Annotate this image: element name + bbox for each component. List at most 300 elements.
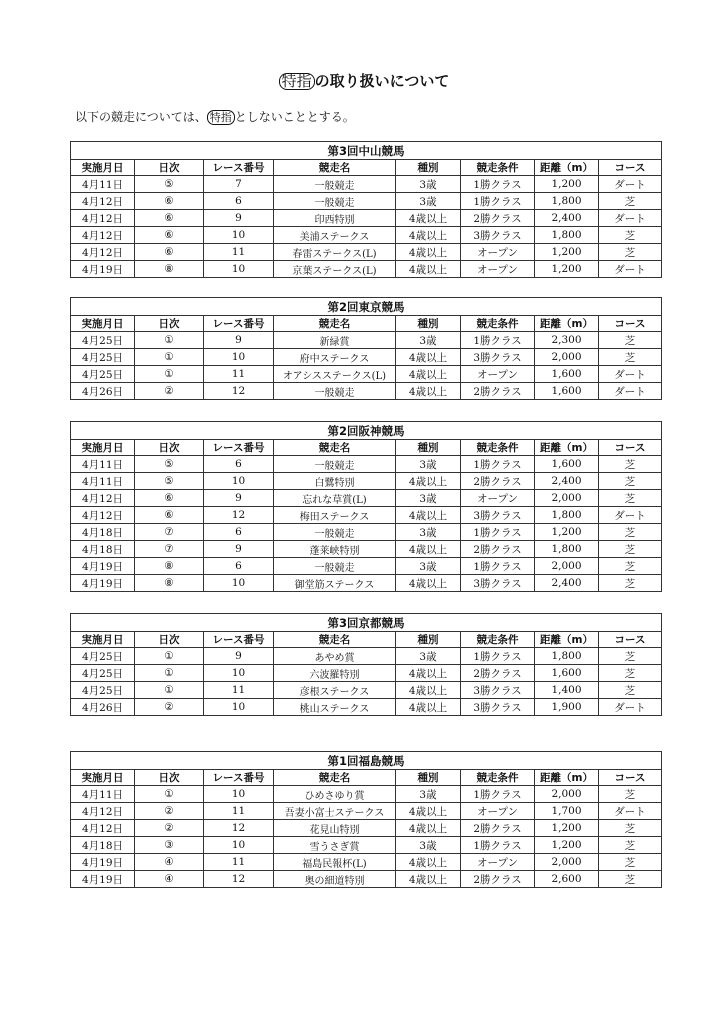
condition-cell: 2勝クラス [461,210,535,227]
race-number-cell: 6 [204,456,274,473]
distance-cell: 1,200 [535,524,599,541]
column-header: 競走条件 [461,632,535,648]
course-cell: 芝 [599,665,662,682]
race-number-cell: 11 [204,244,274,261]
date-cell: 4月12日 [71,803,135,820]
category-cell: 4歳以上 [396,699,461,716]
category-cell: 3歳 [396,456,461,473]
column-header: 日次 [135,632,204,648]
category-cell: 4歳以上 [396,366,461,383]
table-row [71,176,662,193]
column-header: 日次 [135,316,204,332]
race-name-cell: 新緑賞 [274,332,396,349]
category-cell: 4歳以上 [396,261,461,278]
category-cell: 3歳 [396,648,461,665]
race-name-cell: 一般競走 [274,524,396,541]
condition-cell: 2勝クラス [461,473,535,490]
race-name-cell: 雪うさぎ賞 [274,837,396,854]
table-row [71,558,662,575]
course-cell: 芝 [599,244,662,261]
category-cell: 3歳 [396,490,461,507]
race-number-cell: 10 [204,786,274,803]
course-cell: 芝 [599,349,662,366]
category-cell: 4歳以上 [396,575,461,592]
date-cell: 4月12日 [71,210,135,227]
date-cell: 4月11日 [71,176,135,193]
page-title [0,70,728,91]
table-row [71,854,662,871]
distance-cell: 1,800 [535,227,599,244]
column-header-row [71,160,662,176]
condition-cell: 3勝クラス [461,682,535,699]
category-cell: 4歳以上 [396,541,461,558]
table-row [71,575,662,592]
intro-post: としないこととする。 [234,110,355,124]
condition-cell: 1勝クラス [461,648,535,665]
condition-cell: 1勝クラス [461,524,535,541]
category-cell: 3歳 [396,786,461,803]
course-cell: ダート [599,176,662,193]
column-header: 種別 [396,632,461,648]
day-cell: ③ [135,837,204,854]
condition-cell: 3勝クラス [461,699,535,716]
race-name-cell: 六波羅特別 [274,665,396,682]
race-name-cell: 梅田ステークス [274,507,396,524]
condition-cell: オープン [461,244,535,261]
distance-cell: 1,200 [535,176,599,193]
race-number-cell: 7 [204,176,274,193]
table-row [71,699,662,716]
column-header-row [71,632,662,648]
day-cell: ① [135,682,204,699]
column-header: 距離（m） [535,770,599,786]
category-cell: 3歳 [396,332,461,349]
condition-cell: オープン [461,366,535,383]
day-cell: ⑥ [135,490,204,507]
date-cell: 4月26日 [71,383,135,400]
race-name-cell: 白鷺特別 [274,473,396,490]
column-header: 実施月日 [71,316,135,332]
column-header: コース [599,770,662,786]
intro-text [75,108,355,125]
course-cell: 芝 [599,837,662,854]
table-row [71,786,662,803]
condition-cell: 2勝クラス [461,541,535,558]
race-number-cell: 10 [204,837,274,854]
table-row [71,473,662,490]
table-row [71,665,662,682]
distance-cell: 1,700 [535,803,599,820]
day-cell: ⑥ [135,244,204,261]
race-number-cell: 10 [204,349,274,366]
column-header: 日次 [135,770,204,786]
day-cell: ⑦ [135,541,204,558]
day-cell: ② [135,383,204,400]
intro-pre: 以下の競走については、 [75,110,207,124]
distance-cell: 1,200 [535,837,599,854]
column-header: 競走名 [274,632,396,648]
column-header-row [71,316,662,332]
column-header: 競走条件 [461,316,535,332]
date-cell: 4月19日 [71,575,135,592]
table-row [71,524,662,541]
condition-cell: 2勝クラス [461,871,535,888]
course-cell: ダート [599,699,662,716]
table-row [71,332,662,349]
column-header: 距離（m） [535,160,599,176]
race-number-cell: 6 [204,524,274,541]
day-cell: ② [135,820,204,837]
date-cell: 4月25日 [71,648,135,665]
race-number-cell: 9 [204,210,274,227]
day-cell: ① [135,665,204,682]
table-row [71,820,662,837]
category-cell: 4歳以上 [396,820,461,837]
race-name-cell: 春雷ステークス(L) [274,244,396,261]
day-cell: ⑥ [135,193,204,210]
day-cell: ⑤ [135,176,204,193]
condition-cell: 1勝クラス [461,332,535,349]
race-name-cell: 一般競走 [274,176,396,193]
date-cell: 4月12日 [71,820,135,837]
day-cell: ⑧ [135,575,204,592]
date-cell: 4月11日 [71,473,135,490]
date-cell: 4月12日 [71,193,135,210]
section-header-row [71,614,662,632]
distance-cell: 1,600 [535,456,599,473]
course-cell: 芝 [599,490,662,507]
section-title: 第2回東京競馬 [71,298,662,316]
date-cell: 4月18日 [71,541,135,558]
course-cell: 芝 [599,871,662,888]
column-header: レース番号 [204,632,274,648]
distance-cell: 1,800 [535,193,599,210]
day-cell: ④ [135,871,204,888]
distance-cell: 2,400 [535,575,599,592]
category-cell: 4歳以上 [396,473,461,490]
race-name-cell: 一般競走 [274,193,396,210]
column-header: 競走名 [274,770,396,786]
date-cell: 4月12日 [71,490,135,507]
category-cell: 4歳以上 [396,349,461,366]
race-number-cell: 12 [204,871,274,888]
column-header: 種別 [396,770,461,786]
race-name-cell: 一般競走 [274,383,396,400]
column-header: 競走条件 [461,440,535,456]
race-name-cell: 御堂筋ステークス [274,575,396,592]
race-number-cell: 10 [204,261,274,278]
section-header-row [71,142,662,160]
date-cell: 4月25日 [71,349,135,366]
column-header: 実施月日 [71,632,135,648]
course-cell: ダート [599,366,662,383]
category-cell: 4歳以上 [396,210,461,227]
column-header: 距離（m） [535,440,599,456]
section-title: 第1回福島競馬 [71,752,662,770]
column-header: 競走名 [274,440,396,456]
table-row [71,803,662,820]
column-header: 日次 [135,440,204,456]
course-cell: 芝 [599,575,662,592]
category-cell: 4歳以上 [396,227,461,244]
day-cell: ⑥ [135,227,204,244]
date-cell: 4月12日 [71,244,135,261]
day-cell: ① [135,366,204,383]
race-number-cell: 12 [204,820,274,837]
table-row [71,648,662,665]
condition-cell: 3勝クラス [461,227,535,244]
section-title: 第2回阪神競馬 [71,422,662,440]
distance-cell: 1,400 [535,682,599,699]
race-name-cell: 桃山ステークス [274,699,396,716]
condition-cell: 2勝クラス [461,665,535,682]
column-header: 競走条件 [461,770,535,786]
table-row [71,227,662,244]
page-title-text: の取り扱いについて [314,72,450,90]
category-cell: 4歳以上 [396,383,461,400]
course-cell: 芝 [599,854,662,871]
day-cell: ⑥ [135,507,204,524]
category-cell: 3歳 [396,524,461,541]
date-cell: 4月25日 [71,682,135,699]
category-cell: 4歳以上 [396,854,461,871]
condition-cell: 1勝クラス [461,193,535,210]
course-cell: 芝 [599,456,662,473]
race-number-cell: 10 [204,473,274,490]
table-row [71,507,662,524]
course-cell: 芝 [599,558,662,575]
category-cell: 4歳以上 [396,682,461,699]
distance-cell: 1,600 [535,366,599,383]
category-cell: 4歳以上 [396,665,461,682]
day-cell: ⑧ [135,261,204,278]
date-cell: 4月11日 [71,456,135,473]
race-number-cell: 10 [204,699,274,716]
column-header: 日次 [135,160,204,176]
column-header: 種別 [396,440,461,456]
tokushi-mark: 特指 [207,110,235,125]
race-name-cell: 奥の細道特別 [274,871,396,888]
day-cell: ⑤ [135,473,204,490]
column-header: 実施月日 [71,160,135,176]
race-table [70,297,662,400]
condition-cell: オープン [461,261,535,278]
course-cell: 芝 [599,682,662,699]
race-table [70,613,662,716]
column-header-row [71,440,662,456]
table-row [71,871,662,888]
condition-cell: 1勝クラス [461,456,535,473]
distance-cell: 1,200 [535,261,599,278]
table-row [71,366,662,383]
table-row [71,490,662,507]
day-cell: ① [135,332,204,349]
date-cell: 4月25日 [71,332,135,349]
table-row [71,541,662,558]
day-cell: ⑦ [135,524,204,541]
course-cell: 芝 [599,193,662,210]
column-header: レース番号 [204,440,274,456]
table-row [71,261,662,278]
condition-cell: 3勝クラス [461,575,535,592]
race-table [70,141,662,278]
section-title: 第3回京都競馬 [71,614,662,632]
date-cell: 4月19日 [71,261,135,278]
date-cell: 4月12日 [71,227,135,244]
race-number-cell: 10 [204,575,274,592]
category-cell: 3歳 [396,193,461,210]
column-header: 競走名 [274,160,396,176]
distance-cell: 2,300 [535,332,599,349]
day-cell: ① [135,786,204,803]
column-header: レース番号 [204,770,274,786]
distance-cell: 1,200 [535,820,599,837]
date-cell: 4月19日 [71,854,135,871]
distance-cell: 1,800 [535,541,599,558]
race-number-cell: 11 [204,803,274,820]
column-header: レース番号 [204,160,274,176]
course-cell: 芝 [599,332,662,349]
distance-cell: 2,000 [535,854,599,871]
day-cell: ① [135,648,204,665]
distance-cell: 1,200 [535,244,599,261]
course-cell: ダート [599,507,662,524]
distance-cell: 1,600 [535,665,599,682]
race-number-cell: 11 [204,682,274,699]
section-title: 第3回中山競馬 [71,142,662,160]
column-header: コース [599,316,662,332]
column-header: 競走条件 [461,160,535,176]
condition-cell: 1勝クラス [461,176,535,193]
race-name-cell: オアシスステークス(L) [274,366,396,383]
date-cell: 4月11日 [71,786,135,803]
column-header: コース [599,160,662,176]
category-cell: 4歳以上 [396,871,461,888]
race-name-cell: 印西特別 [274,210,396,227]
race-number-cell: 10 [204,227,274,244]
distance-cell: 2,000 [535,349,599,366]
race-number-cell: 11 [204,854,274,871]
table-row [71,244,662,261]
column-header-row [71,770,662,786]
race-name-cell: 一般競走 [274,456,396,473]
distance-cell: 2,600 [535,871,599,888]
column-header: 種別 [396,160,461,176]
race-name-cell: 福島民報杯(L) [274,854,396,871]
race-name-cell: 蓬莱峡特別 [274,541,396,558]
race-name-cell: 一般競走 [274,558,396,575]
condition-cell: 1勝クラス [461,558,535,575]
course-cell: 芝 [599,524,662,541]
date-cell: 4月26日 [71,699,135,716]
distance-cell: 2,400 [535,210,599,227]
column-header: レース番号 [204,316,274,332]
date-cell: 4月12日 [71,507,135,524]
day-cell: ① [135,349,204,366]
race-number-cell: 12 [204,383,274,400]
column-header: コース [599,632,662,648]
condition-cell: 2勝クラス [461,820,535,837]
table-row [71,193,662,210]
course-cell: 芝 [599,473,662,490]
distance-cell: 1,600 [535,383,599,400]
date-cell: 4月18日 [71,837,135,854]
condition-cell: 1勝クラス [461,786,535,803]
condition-cell: オープン [461,803,535,820]
category-cell: 3歳 [396,176,461,193]
date-cell: 4月19日 [71,558,135,575]
race-name-cell: 美浦ステークス [274,227,396,244]
condition-cell: 3勝クラス [461,507,535,524]
distance-cell: 2,400 [535,473,599,490]
table-row [71,456,662,473]
distance-cell: 2,000 [535,558,599,575]
condition-cell: オープン [461,854,535,871]
race-number-cell: 6 [204,558,274,575]
race-number-cell: 9 [204,541,274,558]
course-cell: 芝 [599,786,662,803]
race-table [70,421,662,592]
category-cell: 4歳以上 [396,803,461,820]
distance-cell: 2,000 [535,786,599,803]
day-cell: ② [135,699,204,716]
category-cell: 3歳 [396,558,461,575]
section-header-row [71,298,662,316]
category-cell: 4歳以上 [396,244,461,261]
day-cell: ⑧ [135,558,204,575]
category-cell: 3歳 [396,837,461,854]
category-cell: 4歳以上 [396,507,461,524]
date-cell: 4月19日 [71,871,135,888]
course-cell: ダート [599,803,662,820]
table-row [71,210,662,227]
race-number-cell: 9 [204,490,274,507]
condition-cell: 3勝クラス [461,349,535,366]
column-header: コース [599,440,662,456]
section-header-row [71,422,662,440]
course-cell: 芝 [599,227,662,244]
distance-cell: 2,000 [535,490,599,507]
race-name-cell: 彦根ステークス [274,682,396,699]
race-name-cell: 京葉ステークス(L) [274,261,396,278]
day-cell: ⑤ [135,456,204,473]
race-number-cell: 10 [204,665,274,682]
course-cell: 芝 [599,648,662,665]
date-cell: 4月25日 [71,366,135,383]
column-header: 距離（m） [535,316,599,332]
race-name-cell: 吾妻小富士ステークス [274,803,396,820]
date-cell: 4月18日 [71,524,135,541]
date-cell: 4月25日 [71,665,135,682]
tokushi-mark: 特指 [279,73,315,90]
distance-cell: 1,800 [535,648,599,665]
course-cell: ダート [599,383,662,400]
column-header: 種別 [396,316,461,332]
table-row [71,682,662,699]
race-name-cell: ひめさゆり賞 [274,786,396,803]
course-cell: 芝 [599,541,662,558]
table-row [71,349,662,366]
column-header: 競走名 [274,316,396,332]
distance-cell: 1,900 [535,699,599,716]
race-name-cell: 忘れな草賞(L) [274,490,396,507]
race-number-cell: 9 [204,332,274,349]
condition-cell: オープン [461,490,535,507]
table-row [71,383,662,400]
day-cell: ⑥ [135,210,204,227]
race-number-cell: 9 [204,648,274,665]
race-table [70,751,662,888]
